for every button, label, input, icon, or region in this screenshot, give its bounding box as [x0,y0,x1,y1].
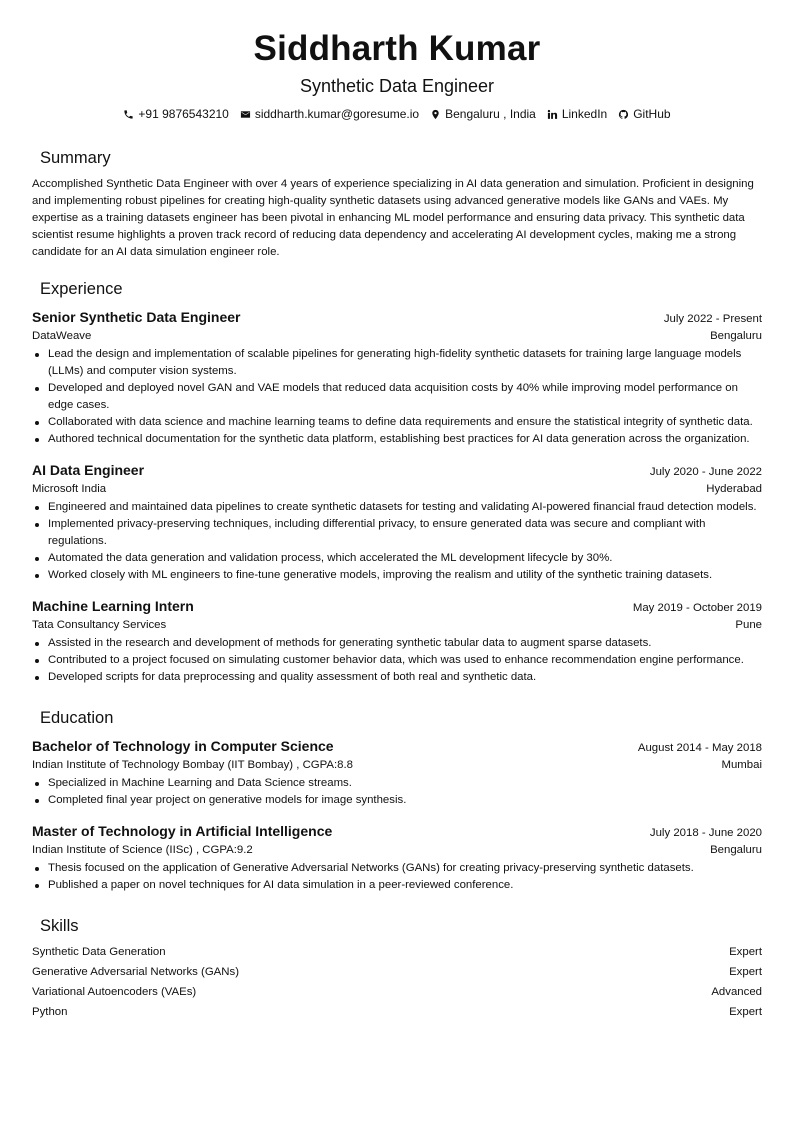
email-text: siddharth.kumar@goresume.io [254,107,420,121]
institution-name: Indian Institute of Science (IISc) , CGPA:9.2 [32,844,253,856]
list-item: Lead the design and implementation of scalable pipelines for generating high-fidelity synthetic datasets for training large language models (LLMs) and computer vision systems. [32,346,762,380]
job-title: Machine Learning Intern [32,598,194,614]
education-heading: Education [40,709,114,727]
linkedin-text: LinkedIn [561,107,608,121]
contact-github[interactable] [618,106,670,122]
candidate-name: Siddharth Kumar [253,29,541,68]
skills-list [32,942,762,1022]
job-location: Pune [735,619,762,631]
skill-level: Expert [729,966,762,978]
degree-bullets [32,775,762,809]
email-icon [240,109,251,120]
skills-heading: Skills [40,917,79,935]
skill-name: Generative Adversarial Networks (GANs) [32,966,239,978]
job-title: Senior Synthetic Data Engineer [32,309,241,325]
skill-row [32,962,762,982]
skill-name: Python [32,1006,68,1018]
list-item: Automated the data generation and validation process, which accelerated the ML development lifecycle by 30%. [32,550,762,567]
list-item: Collaborated with data science and machine learning teams to define data requirements and ensure the statistical integrity of synthetic data. [32,414,762,431]
list-item: Implemented privacy-preserving techniques, including differential privacy, to ensure generated data was secure and compliant with regulations. [32,516,762,550]
summary-text: Accomplished Synthetic Data Engineer with over 4 years of experience specializing in AI data generation and simulation. Proficient in designing and implementing robust pipelines for creating high-quality synthetic datasets using advanced generative models like GANs and VAEs. My expertise as a training datasets engineer has been pivotal in enhancing ML model performance and ensuring data privacy. This synthetic data scientist resume highlights a proven track record of reducing data dependency and accelerating AI development cycles, making me a strong candidate for an AI data simulation engineer role. [32,178,754,258]
contact-phone[interactable] [123,106,228,122]
location-pin-icon [430,109,441,120]
list-item: Completed final year project on generative models for image synthesis. [32,792,762,809]
experience-entry [32,461,762,584]
institution-name: Indian Institute of Technology Bombay (IIT Bombay) , CGPA:8.8 [32,759,353,771]
list-item: Published a paper on novel techniques for AI data simulation in a peer-reviewed conference. [32,877,762,894]
experience-entry [32,308,762,448]
skill-name: Variational Autoencoders (VAEs) [32,986,197,998]
institution-location: Mumbai [721,759,762,771]
degree-bullets [32,860,762,894]
skill-level: Expert [729,946,762,958]
phone-icon [123,109,134,120]
education-entry [32,822,762,894]
resume-header [0,0,794,122]
list-item: Developed and deployed novel GAN and VAE models that reduced data acquisition costs by 40% while improving model performance on edge cases. [32,380,762,414]
skill-name: Synthetic Data Generation [32,946,166,958]
list-item: Contributed to a project focused on simulating customer behavior data, which was used to enhance recommendation engine performance. [32,652,762,669]
job-dates: May 2019 - October 2019 [632,602,762,614]
experience-heading: Experience [40,280,123,298]
skill-level: Expert [729,1006,762,1018]
list-item: Developed scripts for data preprocessing and quality assessment of both real and synthetic data. [32,669,762,686]
candidate-role: Synthetic Data Engineer [299,76,495,96]
phone-text: +91 9876543210 [138,107,229,121]
education-entry [32,737,762,809]
institution-location: Bengaluru [710,844,762,856]
list-item: Authored technical documentation for the synthetic data platform, establishing best practices for AI data generation across the organization. [32,431,762,448]
list-item: Assisted in the research and development of methods for generating synthetic tabular data to augment sparse datasets. [32,635,762,652]
degree-dates: August 2014 - May 2018 [637,742,762,754]
job-dates: July 2022 - Present [663,313,762,325]
skill-row [32,1002,762,1022]
skills-section [0,916,794,1022]
job-dates: July 2020 - June 2022 [649,466,762,478]
location-text: Bengaluru , India [445,107,536,121]
summary-section [0,148,794,261]
list-item: Specialized in Machine Learning and Data Science streams. [32,775,762,792]
skill-row [32,982,762,1002]
degree-title: Master of Technology in Artificial Intelligence [32,823,333,839]
job-bullets [32,499,762,584]
company-name: Microsoft India [32,483,107,495]
job-location: Hyderabad [706,483,762,495]
job-bullets [32,635,762,686]
experience-entry [32,597,762,686]
list-item: Engineered and maintained data pipelines to create synthetic datasets for testing and validating AI-powered financial fraud detection models. [32,499,762,516]
linkedin-icon [547,109,558,120]
contact-email[interactable] [240,106,419,122]
contact-bar [0,106,794,122]
contact-location [430,106,536,122]
list-item: Thesis focused on the application of Generative Adversarial Networks (GANs) for creating privacy-preserving synthetic datasets. [32,860,762,877]
education-section [0,708,794,894]
company-name: DataWeave [32,330,92,342]
github-icon [618,109,629,120]
list-item: Worked closely with ML engineers to fine-tune generative models, improving the realism and utility of the synthetic training datasets. [32,567,762,584]
degree-title: Bachelor of Technology in Computer Science [32,738,334,754]
job-bullets [32,346,762,448]
degree-dates: July 2018 - June 2020 [649,827,762,839]
github-text: GitHub [633,107,671,121]
company-name: Tata Consultancy Services [32,619,167,631]
experience-section [0,279,794,686]
job-title: AI Data Engineer [32,462,145,478]
summary-heading: Summary [40,149,111,167]
job-location: Bengaluru [710,330,762,342]
contact-linkedin[interactable] [547,106,607,122]
skill-row [32,942,762,962]
skill-level: Advanced [711,986,762,998]
